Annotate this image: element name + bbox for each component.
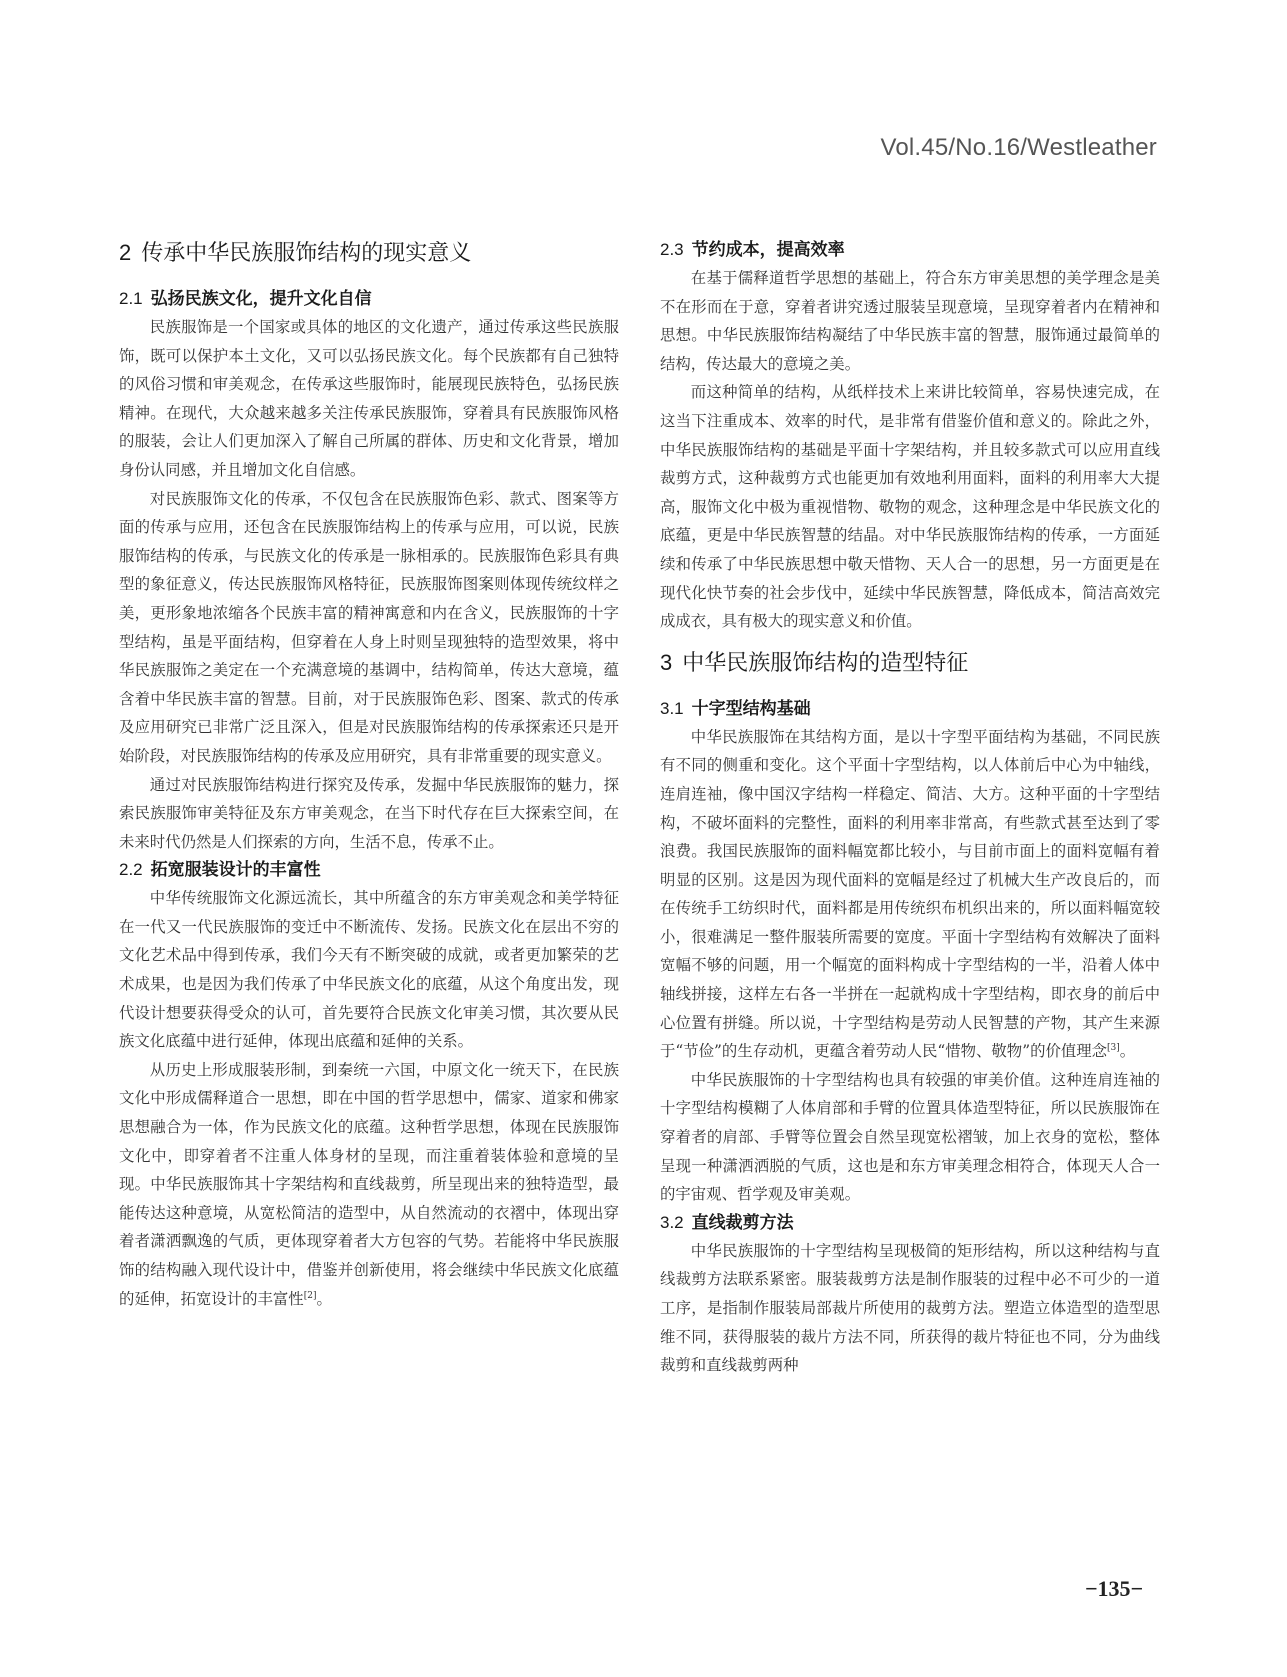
paragraph bbox=[660, 723, 1160, 1066]
subsection-2-3-heading bbox=[660, 236, 1160, 264]
section-title: 传承中华民族服饰结构的现实意义 bbox=[141, 241, 472, 266]
subsection-title: 节约成本，提高效率 bbox=[691, 240, 845, 260]
paragraph-tail: 。 bbox=[316, 1289, 332, 1308]
page-number: −135− bbox=[1085, 1576, 1144, 1601]
paragraph: 中华民族服饰的十字型结构呈现极简的矩形结构，所以这种结构与直线裁剪方法联系紧密。服装裁剪方法是制作服装的过程中必不可少的一道工序，是指制作服装局部裁片所使用的裁剪方法。塑造立体造型的造型思维不同，获得服装的裁片方法不同，所获得的裁片特征也不同，分为曲线裁剪和直线裁剪两种 bbox=[660, 1241, 1160, 1375]
paragraph-tail: 。 bbox=[1119, 1042, 1136, 1061]
paragraph: 在基于儒释道哲学思想的基础上，符合东方审美思想的美学理念是美不在形而在于意，穿着者讲究透过服装呈现意境，呈现穿着者内在精神和思想。中华民族服饰结构凝结了中华民族丰富的智慧，服饰通过最简单的结构，传达最大的意境之美。 bbox=[660, 269, 1160, 373]
section-number: 3 bbox=[660, 649, 673, 675]
paragraph: 中华民族服饰的十字型结构也具有较强的审美价值。这种连肩连袖的十字型结构模糊了人体肩部和手臂的位置具体造型特征，所以民族服饰在穿着者的肩部、手臂等位置会自然呈现宽松褶皱，加上衣身的宽松，整体呈现一种潇洒洒脱的气质，这也是和东方审美理念相符合，体现天人合一的宇宙观、哲学观及审美观。 bbox=[660, 1070, 1160, 1204]
paragraph: 对民族服饰文化的传承，不仅包含在民族服饰色彩、款式、图案等方面的传承与应用，还包含在民族服饰结构上的传承与应用，可以说，民族服饰结构的传承，与民族文化的传承是一脉相承的。民族服饰色彩具有典型的象征意义，传达民族服饰风格特征，民族服饰图案则体现传统纹样之美，更形象地浓缩各个民族丰富的精神寓意和内在含义，民族服饰的十字型结构，虽是平面结构，但穿着在人身上时则呈现独特的造型效果，将中华民族服饰之美定在一个充满意境的基调中，结构简单，传达大意境，蕴含着中华民族丰富的智慧。目前，对于民族服饰色彩、图案、款式的传承及应用研究已非常广泛且深入，但是对民族服饰结构的传承探索还只是开始阶段，对民族服饰结构的传承及应用研究，具有非常重要的现实意义。 bbox=[119, 489, 619, 765]
subsection-3-1-heading bbox=[660, 695, 1160, 723]
paragraph: 通过对民族服饰结构进行探究及传承，发掘中华民族服饰的魅力，探索民族服饰审美特征及东方审美观念，在当下时代存在巨大探索空间，在未来时代仍然是人们探索的方向，生活不息，传承不止。 bbox=[119, 775, 619, 851]
section-number: 2 bbox=[119, 240, 132, 265]
paragraph: 而这种简单的结构，从纸样技术上来讲比较简单，容易快速完成，在这当下注重成本、效率的时代，是非常有借鉴价值和意义的。除此之外，中华民族服饰结构的基础是平面十字架结构，并且较多款式可以应用直线裁剪方式，这种裁剪方式也能更加有效地利用面料，面料的利用率大大提高，服饰文化中极为重视惜物、敬物的观念，这种理念是中华民族文化的底蕴，更是中华民族智慧的结晶。对中华民族服饰结构的传承，一方面延续和传承了中华民族思想中敬天惜物、天人合一的思想，另一方面更是在现代化快节奏的社会步伐中，延续中华民族智慧，降低成本，简洁高效完成成衣，具有极大的现实意义和价值。 bbox=[660, 383, 1160, 631]
paragraph: 中华传统服饰文化源远流长，其中所蕴含的东方审美观念和美学特征在一代又一代民族服饰的变迁中不断流传、发扬。民族文化在层出不穷的文化艺术品中得到传承，我们今天有不断突破的成就，或者更加繁荣的艺术成果，也是因为我们传承了中华民族文化的底蕴，从这个角度出发，现代设计想要获得受众的认可，首先要符合民族文化审美习惯，其次要从民族文化底蕴中进行延伸，体现出底蕴和延伸的关系。 bbox=[119, 889, 619, 1051]
paragraph bbox=[119, 1056, 619, 1313]
subsection-number: 2.1 bbox=[119, 289, 143, 308]
section-3-heading bbox=[660, 648, 1160, 679]
subsection-title: 十字型结构基础 bbox=[691, 698, 811, 719]
subsection-number: 3.2 bbox=[660, 1212, 684, 1232]
subsection-2-1-heading bbox=[119, 285, 619, 313]
subsection-number: 2.3 bbox=[660, 240, 684, 259]
journal-header: Vol.45/No.16/Westleather bbox=[880, 134, 1157, 161]
section-title: 中华民族服饰结构的造型特征 bbox=[682, 650, 969, 676]
paragraph-text: 从历史上形成服装形制，到秦统一六国，中原文化一统天下，在民族文化中形成儒释道合一思想，即在中国的哲学思想中，儒家、道家和佛家思想融合为一体，作为民族文化的底蕴。这种哲学思想，体现在民族服饰文化中，即穿着者不注重人体身材的呈现，而注重着装体验和意境的呈现。中华民族服饰其十字架结构和直线裁剪，所呈现出来的独特造型，最能传达这种意境，从宽松简洁的造型中，从自然流动的衣褶中，体现出穿着者潇洒飘逸的气质，更体现穿着者大方包容的气势。若能将中华民族服饰的结构融入现代设计中，借鉴并创新使用，将会继续中华民族文化底蕴的延伸，拓宽设计的丰富性 bbox=[119, 1060, 619, 1308]
left-column bbox=[119, 238, 619, 1313]
subsection-3-2-heading bbox=[660, 1209, 1160, 1237]
section-2-heading bbox=[119, 238, 619, 269]
subsection-2-2-heading bbox=[119, 856, 619, 884]
paragraph-text: 中华民族服饰在其结构方面，是以十字型平面结构为基础，不同民族有不同的侧重和变化。这个平面十字型结构，以人体前后中心为中轴线，连肩连袖，像中国汉字结构一样稳定、简洁、大方。这种平面的十字型结构，不破坏面料的完整性，面料的利用率非常高，有些款式甚至达到了零浪费。我国民族服饰的面料幅宽都比较小，与目前市面上的面料宽幅有着明显的区别。这是因为现代面料的宽幅是经过了机械大生产改良后的，而在传统手工纺织时代，面料都是用传统织布机织出来的，所以面料幅宽较小，很难满足一整件服装所需要的宽度。平面十字型结构有效解决了面料宽幅不够的问题，用一个幅宽的面料构成十字型结构的一半，沿着人体中轴线拼接，这样左右各一半拼在一起就构成十字型结构，即衣身的前后中心位置有拼缝。所以说，十字型结构是劳动人民智慧的产物，其产生来源于“节俭”的生存动机，更蕴含着劳动人民“惜物、敬物”的价值理念 bbox=[660, 727, 1160, 1061]
subsection-title: 弘扬民族文化，提升文化自信 bbox=[150, 289, 372, 309]
subsection-title: 拓宽服装设计的丰富性 bbox=[150, 860, 321, 881]
subsection-number: 3.1 bbox=[660, 698, 684, 718]
citation-ref[interactable]: [2] bbox=[303, 1290, 317, 1301]
paragraph: 民族服饰是一个国家或具体的地区的文化遗产，通过传承这些民族服饰，既可以保护本土文化，又可以弘扬民族文化。每个民族都有自己独特的风俗习惯和审美观念，在传承这些服饰时，能展现民族特色，弘扬民族精神。在现代，大众越来越多关注传承民族服饰，穿着具有民族服饰风格的服装，会让人们更加深入了解自己所属的群体、历史和文化背景，增加身份认同感，并且增加文化自信感。 bbox=[119, 318, 619, 479]
right-column bbox=[660, 236, 1160, 1380]
subsection-number: 2.2 bbox=[119, 860, 143, 880]
subsection-title: 直线裁剪方法 bbox=[691, 1212, 794, 1233]
citation-ref[interactable]: [3] bbox=[1107, 1043, 1120, 1054]
